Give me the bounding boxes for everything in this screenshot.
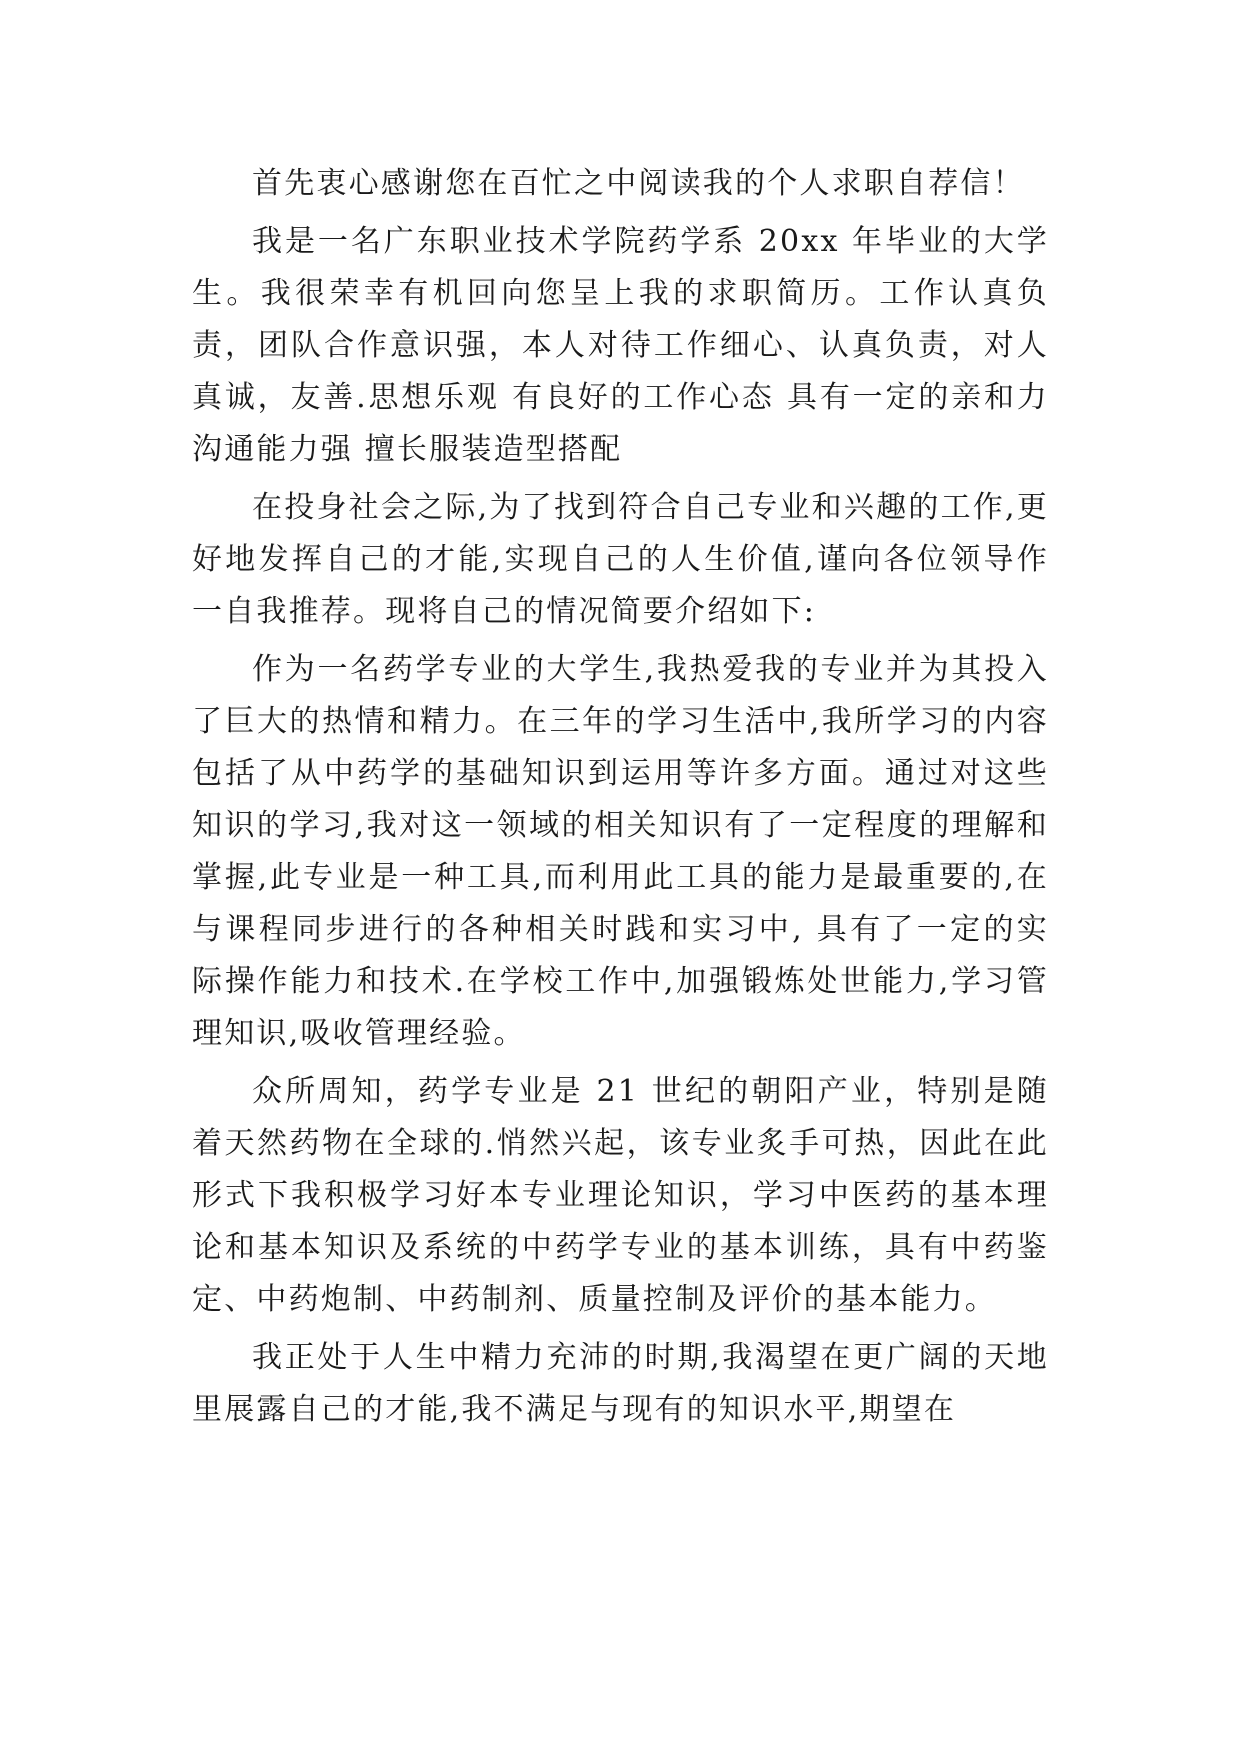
paragraph-motivation: 在投身社会之际,为了找到符合自己专业和兴趣的工作,更好地发挥自己的才能,实现自己的人生价值,谨向各位领导作一自我推荐。现将自己的情况简要介绍如下: xyxy=(192,490,1049,629)
paragraph-greeting: 首先衷心感谢您在百忙之中阅读我的个人求职自荐信！ xyxy=(252,166,1025,201)
paragraph-introduction: 我是一名广东职业技术学院药学系 20xx 年毕业的大学生。我很荣幸有机回向您呈上我的求职简历。工作认真负责，团队合作意识强，本人对待工作细心、认真负责，对人真诚，友善.思想乐观 有良好的工作心态 具有一定的亲和力 沟通能力强 擅长服装造型搭配 xyxy=(192,224,1049,467)
paragraph-aspiration: 我正处于人生中精力充沛的时期,我渴望在更广阔的天地里展露自己的才能,我不满足与现有的知识水平,期望在 xyxy=(192,1340,1049,1427)
letter-body xyxy=(192,158,1049,1436)
paragraph-studies: 作为一名药学专业的大学生,我热爱我的专业并为其投入了巨大的热情和精力。在三年的学习生活中,我所学习的内容包括了从中药学的基础知识到运用等许多方面。通过对这些知识的学习,我对这一领域的相关知识有了一定程度的理解和掌握,此专业是一种工具,而利用此工具的能力是最重要的,在与课程同步进行的各种相关时践和实习中, 具有了一定的实际操作能力和技术.在学校工作中,加强锻炼处世能力,学习管理知识,吸收管理经验。 xyxy=(192,652,1049,1051)
paragraph-industry: 众所周知，药学专业是 21 世纪的朝阳产业，特别是随着天然药物在全球的.悄然兴起，该专业炙手可热，因此在此形式下我积极学习好本专业理论知识，学习中医药的基本理论和基本知识及系统的中药学专业的基本训练，具有中药鉴定、中药炮制、中药制剂、质量控制及评价的基本能力。 xyxy=(192,1074,1049,1317)
